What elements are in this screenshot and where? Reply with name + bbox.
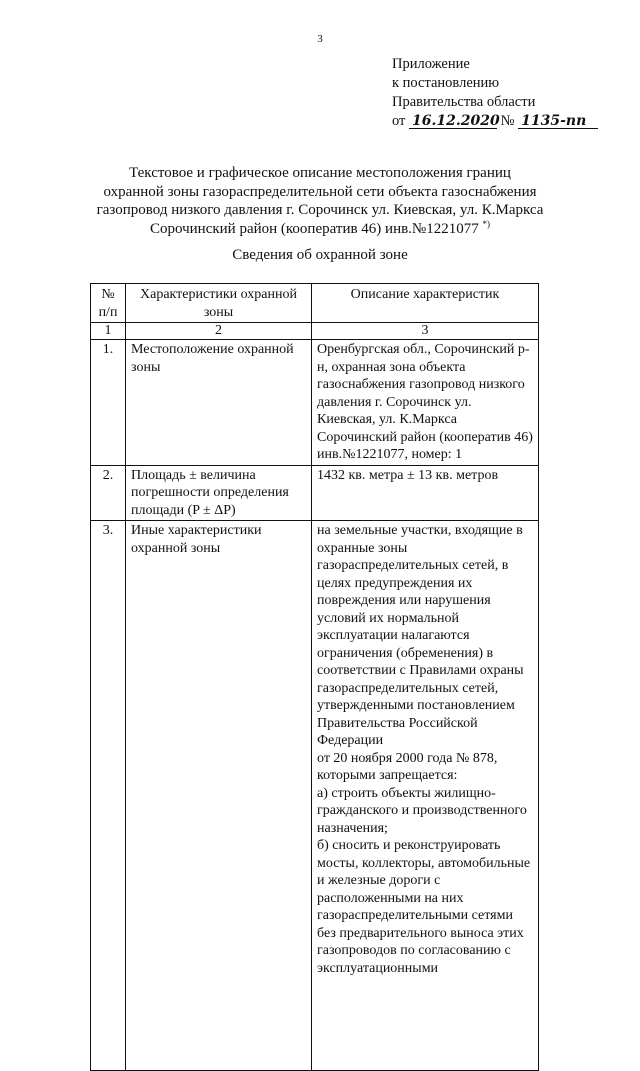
appendix-line-1: Приложение [392,56,470,72]
header-characteristic: Характеристики охранной зоны [126,284,312,323]
column-number: 1 [91,323,126,340]
zone-info-table [90,283,539,1071]
row-number: 1. [91,340,126,466]
row-characteristic: Местоположение охранной зоны [126,340,312,466]
row-description-content [317,522,533,1069]
row-description-cell [312,521,539,1071]
row-number: 2. [91,465,126,521]
row-description: Оренбургская обл., Сорочинский р-н, охранная зона объекта газоснабжения газопровод низкого давления г. Сорочинск ул. Киевская, ул. К.Маркса Сорочинский район (кооператив 46) инв.№1221077, номер: 1 [312,340,539,466]
appendix-line-2: к постановлению [392,75,500,91]
appendix-ot: от [392,113,406,129]
appendix-line-date [392,112,598,131]
table-row [91,521,539,1071]
title-footnote-mark: *) [482,218,490,229]
appendix-block [392,55,598,131]
appendix-line-3: Правительства области [392,94,536,110]
header-num: № п/п [91,284,126,323]
row-description-item-a: а) строить объекты жилищно-гражданского и производственного назначения; [317,785,527,836]
row-characteristic: Иные характеристики охранной зоны [126,521,312,1071]
row-description: на земельные участки, входящие в охранные зоны газораспределительных сетей, в целях предупреждения их повреждения или нарушения условий их нормальной эксплуатации налагаются ограничения (обременения) в соответствии с Правилами охраны газораспределительных сетей, утвержденными постановлением Правительства Российской Федерации [317,523,524,748]
title-line-3: газопровод низкого давления г. Сорочинск ул. Киевская, ул. К.Маркса [96,202,544,218]
row-characteristic: Площадь ± величина погрешности определения площади (P ± ΔP) [126,465,312,521]
row-description-item-b: б) сносить и реконструировать мосты, коллекторы, автомобильные и железные дороги с расположенными на них газораспределительными сетями без предварительного выноса этих газопроводов по согласованию с эксплуатационными [317,838,531,976]
title-line-4 [60,220,580,239]
title-line-2: охранной зоны газораспределительной сети объекта газоснабжения [103,183,537,200]
table-row [91,340,539,466]
document-title [60,164,580,238]
appendix-no: № [500,113,515,129]
row-number: 3. [91,521,126,1071]
title-line-4-text: Сорочинский район (кооператив 46) инв.№1221077 [149,220,479,237]
row-description: 1432 кв. метра ± 13 кв. метров [312,465,539,521]
appendix-date: 16.12.2020 [409,114,497,129]
table-column-numbers-row [91,323,539,340]
table-header-row [91,284,539,323]
row-description-line-2: от 20 ноября 2000 года № 878, которыми запрещается: [317,750,498,783]
table-row [91,465,539,521]
title-line-1: Текстовое и графическое описание местоположения границ [129,165,511,181]
header-description: Описание характеристик [312,284,539,323]
appendix-number: 1135-пп [518,114,598,129]
column-number: 2 [126,323,312,340]
column-number: 3 [312,323,539,340]
section-subtitle: Сведения об охранной зоне [232,247,408,263]
page-number: 3 [317,33,323,45]
